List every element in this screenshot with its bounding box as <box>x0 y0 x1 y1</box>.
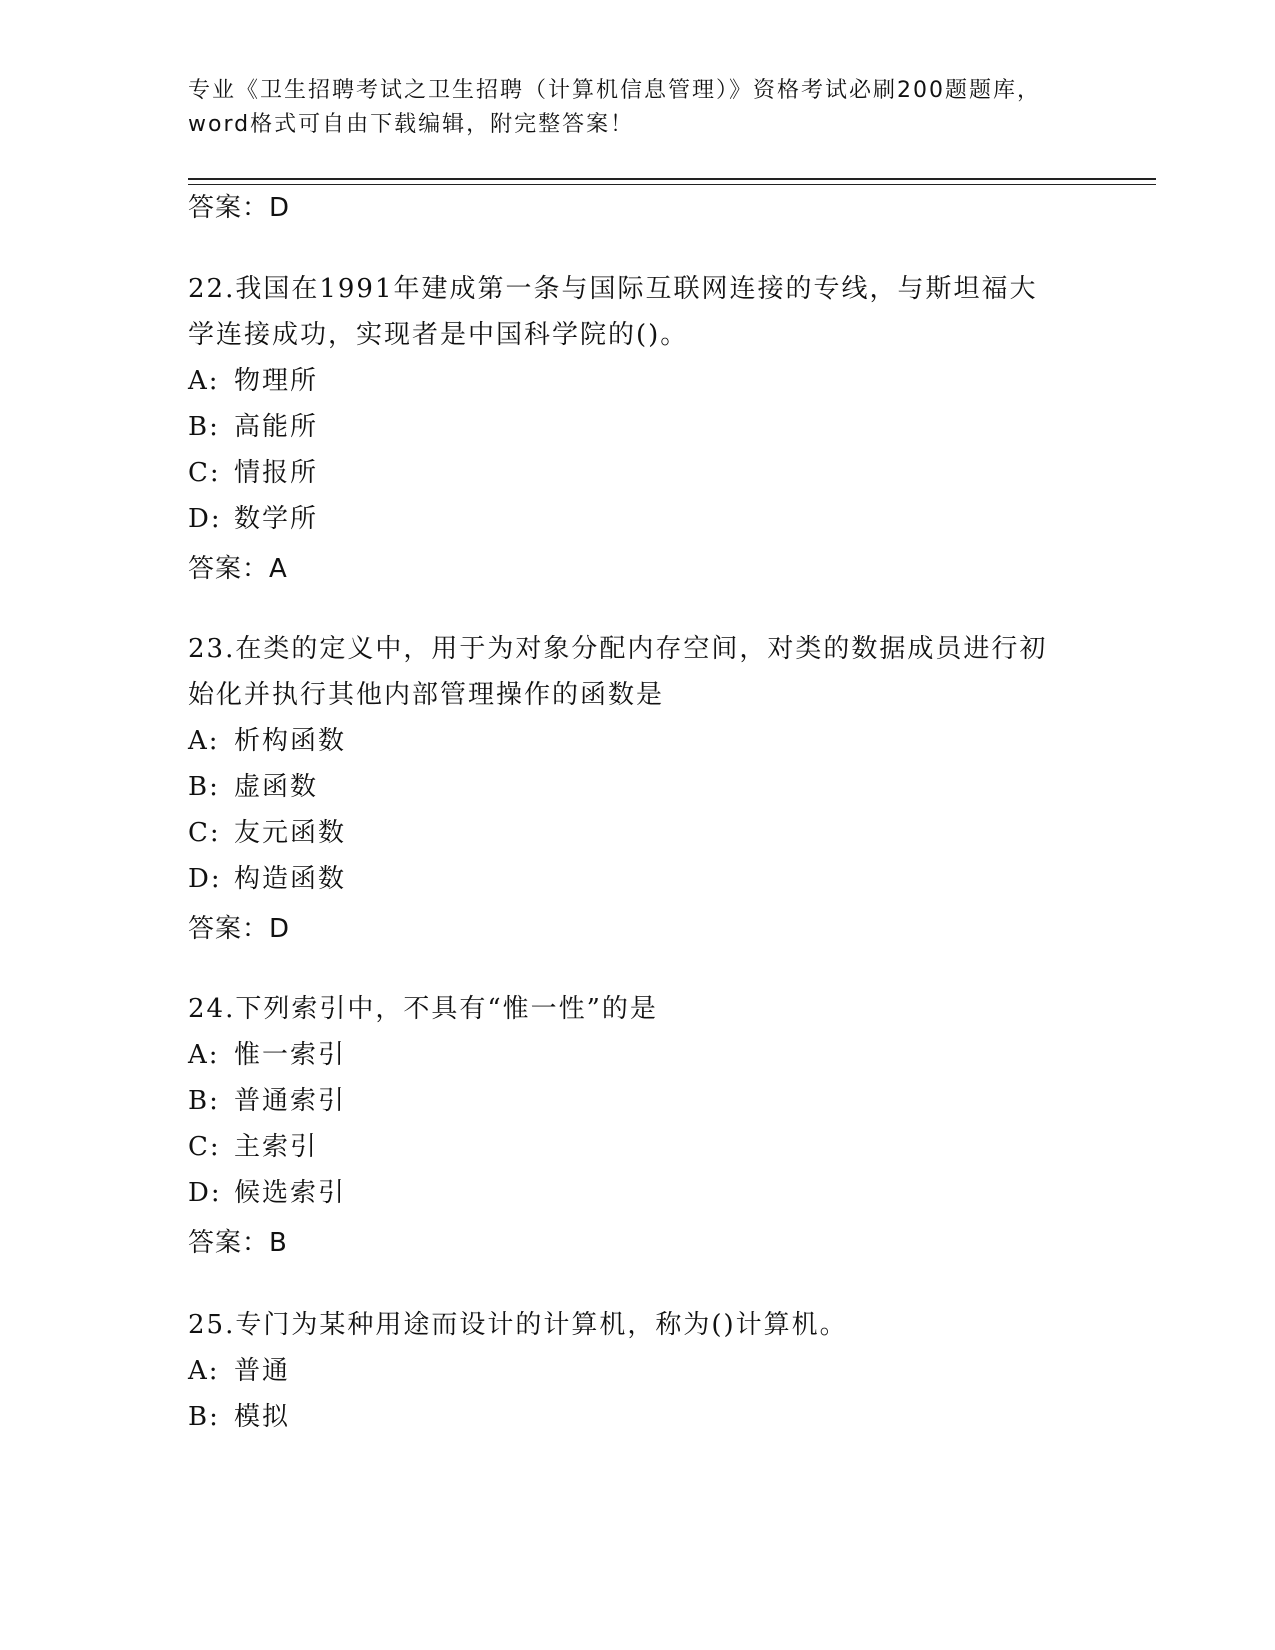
question-text-line: 始化并执行其他内部管理操作的函数是 <box>188 680 665 710</box>
option-letter: B: <box>188 1086 220 1116</box>
option-d <box>188 1170 1088 1216</box>
option-text: 候选索引 <box>234 1178 347 1208</box>
option-text: 数学所 <box>234 504 319 534</box>
option-text: 友元函数 <box>234 818 347 848</box>
document-header <box>188 74 1088 142</box>
option-letter: B: <box>188 412 220 442</box>
option-d <box>188 856 1088 902</box>
option-b <box>188 1078 1088 1124</box>
option-letter: A: <box>188 1040 220 1070</box>
option-letter: B: <box>188 772 220 802</box>
option-letter: C: <box>188 1132 221 1162</box>
option-text: 构造函数 <box>234 864 347 894</box>
option-text: 惟一索引 <box>234 1040 347 1070</box>
question-23 <box>188 626 1088 902</box>
option-text: 主索引 <box>234 1132 319 1162</box>
option-text: 析构函数 <box>234 726 347 756</box>
option-text: 虚函数 <box>234 772 319 802</box>
option-b <box>188 404 1088 450</box>
option-letter: A: <box>188 1356 220 1386</box>
option-text: 普通 <box>234 1356 291 1386</box>
option-a <box>188 358 1088 404</box>
question-text-line: 23.在类的定义中，用于为对象分配内存空间，对类的数据成员进行初 <box>188 634 1048 664</box>
question-25 <box>188 1302 1088 1440</box>
option-letter: C: <box>188 458 221 488</box>
answer-q21: 答案：D <box>188 193 291 223</box>
option-d <box>188 496 1088 542</box>
option-text: 高能所 <box>234 412 319 442</box>
question-24 <box>188 986 1088 1216</box>
option-text: 模拟 <box>234 1402 291 1432</box>
option-letter: C: <box>188 818 221 848</box>
option-c <box>188 1124 1088 1170</box>
question-22 <box>188 266 1088 542</box>
question-text-line: 学连接成功，实现者是中国科学院的()。 <box>188 320 689 350</box>
header-divider <box>188 178 1156 185</box>
option-letter: D: <box>188 504 222 534</box>
option-text: 情报所 <box>234 458 319 488</box>
option-b <box>188 764 1088 810</box>
option-text: 物理所 <box>234 366 319 396</box>
header-line-1: 专业《卫生招聘考试之卫生招聘（计算机信息管理）》资格考试必刷200题题库， <box>188 78 1041 103</box>
answer-q22: 答案：A <box>188 554 288 584</box>
option-a <box>188 718 1088 764</box>
question-text-line: 22.我国在1991年建成第一条与国际互联网连接的专线，与斯坦福大 <box>188 274 1038 304</box>
option-letter: D: <box>188 1178 222 1208</box>
option-b <box>188 1394 1088 1440</box>
option-a <box>188 1032 1088 1078</box>
option-text: 普通索引 <box>234 1086 347 1116</box>
option-c <box>188 450 1088 496</box>
option-letter: B: <box>188 1402 220 1432</box>
answer-q23: 答案：D <box>188 914 291 944</box>
option-c <box>188 810 1088 856</box>
option-letter: A: <box>188 366 220 396</box>
option-letter: D: <box>188 864 222 894</box>
question-text-line: 24.下列索引中，不具有“惟一性”的是 <box>188 994 658 1024</box>
option-letter: A: <box>188 726 220 756</box>
question-text-line: 25.专门为某种用途而设计的计算机，称为()计算机。 <box>188 1310 848 1340</box>
answer-q24: 答案：B <box>188 1228 288 1258</box>
option-a <box>188 1348 1088 1394</box>
header-line-2: word格式可自由下载编辑，附完整答案！ <box>188 112 635 137</box>
